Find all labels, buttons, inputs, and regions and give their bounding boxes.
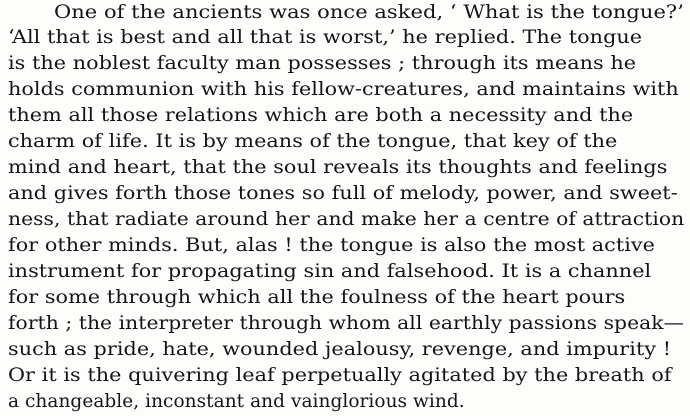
text-line: such as pride, hate, wounded jealousy, revenge, and impurity !	[8, 339, 672, 360]
text-line: for other minds. But, alas ! the tongue is also the most active	[8, 235, 655, 256]
text-line: forth ; the interpreter through whom all earthly passions speak—	[8, 313, 684, 334]
text-line: charm of life. It is by means of the tongue, that key of the	[8, 131, 618, 152]
text-line: ‘All that is best and all that is worst,’ he replied. The tongue	[8, 27, 643, 48]
text-line: for some through which all the foulness of the heart pours	[8, 287, 626, 308]
text-line: instrument for propagating sin and falsehood. It is a channel	[8, 261, 652, 282]
text-line: them all those relations which are both a necessity and the	[8, 105, 634, 126]
text-line: Or it is the quivering leaf perpetually agitated by the breath of	[8, 365, 672, 386]
text-line: ness, that radiate around her and make her a centre of attraction	[8, 209, 685, 230]
text-line: mind and heart, that the soul reveals its thoughts and feelings	[8, 157, 668, 178]
text-line: holds communion with his fellow-creatures, and maintains with	[8, 79, 679, 100]
text-line: a changeable, inconstant and vainglorious wind.	[8, 391, 465, 412]
text-line: and gives forth those tones so full of melody, power, and sweet-	[8, 183, 678, 204]
text-line: is the noblest faculty man possesses ; through its means he	[8, 53, 637, 74]
text-line: One of the ancients was once asked, ‘ What is the tongue?’	[54, 1, 684, 23]
